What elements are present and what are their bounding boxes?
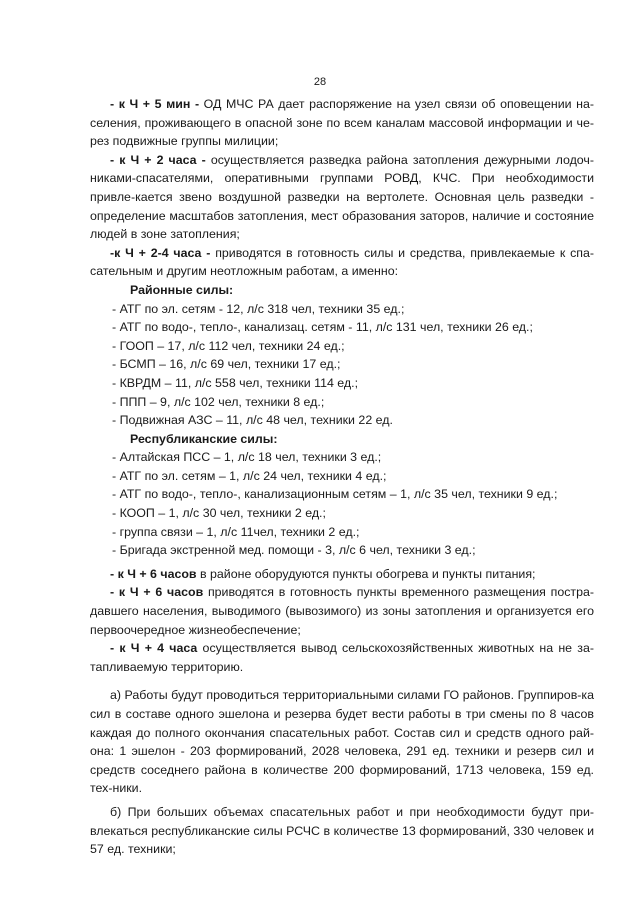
page-content xyxy=(90,95,594,859)
paragraph-ch-plus-2-4-hours xyxy=(90,244,594,281)
paragraph-text: осуществляется разведка района затопления дежурными лодоч-никами-спасателями, оперативными группами РОВД, КЧС. При необходимости привле-кается звено воздушной разведки на вертолете. Основная цель разведки - определение масштабов затопления, мест образования заторов, наличие и состояние людей в зоне затопления; xyxy=(90,152,594,242)
paragraph-text: ОД МЧС РА дает распоряжение на узел связи об оповещении на-селения, проживающего в опасной зоне по всем каналам массовой информации и че-рез подвижные группы милиции; xyxy=(90,97,594,149)
paragraph-ch-plus-2-hours xyxy=(90,151,594,244)
district-forces-list xyxy=(90,300,594,430)
list-item: - КООП – 1, л/с 30 чел, техники 2 ед.; xyxy=(112,506,326,521)
list-item: - группа связи – 1, л/с 11чел, техники 2 ед.; xyxy=(112,524,360,539)
paragraph-lead: -к Ч + 2-4 часа - xyxy=(110,245,211,260)
list-item: - АТГ по водо-, тепло-, канализационным сетям – 1, л/с 35 чел, техники 9 ед.; xyxy=(112,487,558,502)
list-item: - Подвижная АЗС – 11, л/с 48 чел, техники 22 ед. xyxy=(112,413,393,428)
republic-forces-list xyxy=(90,448,594,560)
page-number: 28 xyxy=(313,76,327,88)
paragraph-lead: - к Ч + 5 мин - xyxy=(110,97,200,111)
district-forces-heading: Районные силы: xyxy=(130,282,234,297)
list-item: - АТГ по эл. сетям – 1, л/с 24 чел, техники 4 ед.; xyxy=(112,468,387,483)
list-item: - ППП – 9, л/с 102 чел, техники 8 ед.; xyxy=(112,394,325,409)
list-item: - АТГ по эл. сетям - 12, л/с 318 чел, техники 35 ед.; xyxy=(112,301,405,316)
paragraph-livestock-evacuation xyxy=(90,639,594,676)
paragraph-lead: - к Ч + 6 часов xyxy=(110,566,197,581)
list-item: - ГООП – 17, л/с 112 чел, техники 24 ед.; xyxy=(112,338,345,353)
paragraph-lead: - к Ч + 6 часов xyxy=(110,585,204,600)
paragraph-text: в районе оборудуются пункты обогрева и пункты питания; xyxy=(196,566,536,581)
list-item: - Алтайская ПСС – 1, л/с 18 чел, техники 3 ед.; xyxy=(112,450,382,465)
list-item: - КВРДМ – 11, л/с 558 чел, техники 114 ед.; xyxy=(112,375,359,390)
list-item: - БСМП – 16, л/с 69 чел, техники 17 ед.; xyxy=(112,357,341,372)
list-item: - АТГ по водо-, тепло-, канализац. сетям - 11, л/с 131 чел, техники 26 ед.; xyxy=(112,320,533,335)
paragraph-heating-points xyxy=(90,565,594,584)
paragraph-text: осуществляется вывод сельскохозяйственных животных на не за-тапливаемую территорию. xyxy=(90,641,594,674)
paragraph-lead: - к Ч + 4 часа xyxy=(110,641,198,656)
paragraph-a-territorial-forces: а) Работы будут проводиться территориальными силами ГО районов. Группиров-ка сил в составе одного эшелона и резерва будет вести работы в три смены по 8 часов каждая до полного окончания спасательных работ. Состав сил и средств одного рай-она: 1 эшелон - 203 формирований, 2028 человека, 291 ед. техники и резерв сил и средств соседнего района в количестве 200 формирований, 1713 человека, 159 ед. тех-ники. xyxy=(90,688,594,796)
paragraph-temporary-shelter xyxy=(90,583,594,639)
paragraph-ch-plus-5-min xyxy=(90,95,594,151)
republic-forces-heading: Республиканские силы: xyxy=(130,431,278,446)
paragraph-b-republic-forces: б) При больших объемах спасательных работ и при необходимости будут при-влекаться республиканские силы РСЧС в количестве 13 формирований, 330 человек и 57 ед. техники; xyxy=(90,804,594,857)
paragraph-text: приводятся в готовность пункты временного размещения постра-давшего населения, выводимого (вывозимого) из зоны затопления и организуется его первоочередное жизнеобеспечение; xyxy=(90,585,594,637)
list-item: - Бригада экстренной мед. помощи - 3, л/с 6 чел, техники 3 ед.; xyxy=(112,543,476,558)
paragraph-lead: - к Ч + 2 часа - xyxy=(110,152,206,167)
paragraph-text: приводятся в готовность силы и средства, привлекаемые к спа-сательным и другим неотложным работам, а именно: xyxy=(90,245,594,279)
